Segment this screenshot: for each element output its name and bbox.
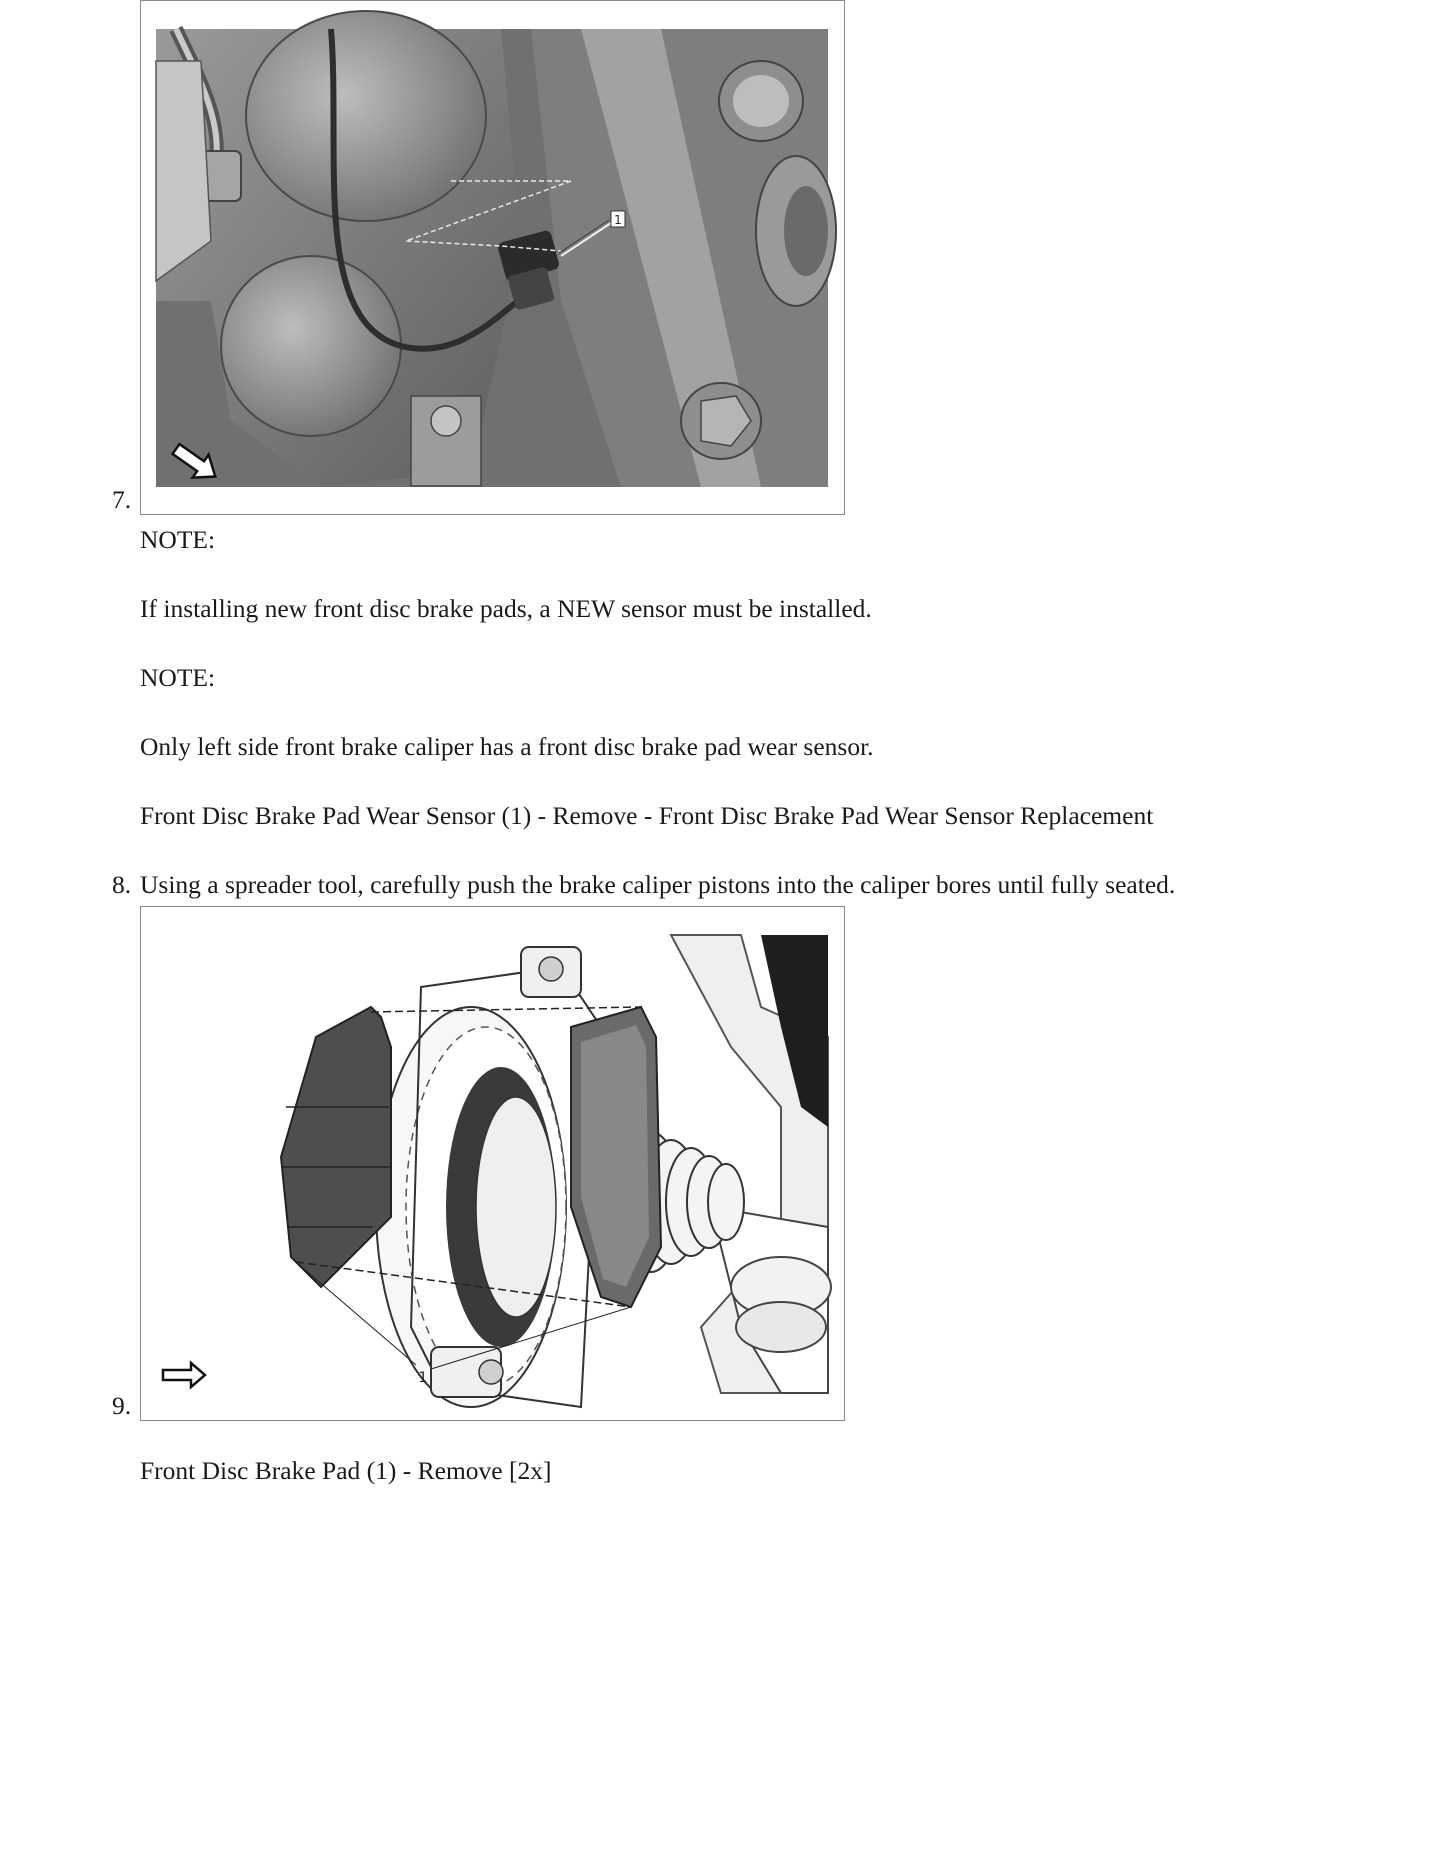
step-number: 8.	[112, 870, 132, 899]
callout-label: 1	[418, 1370, 428, 1386]
note-text: If installing new front disc brake pads, a NEW sensor must be installed.	[140, 594, 872, 623]
wear-sensor-drawing	[141, 1, 843, 513]
note-label: NOTE:	[140, 525, 216, 554]
note-text: Only left side front brake caliper has a front disc brake pad wear sensor.	[140, 732, 874, 761]
note-label: NOTE:	[140, 663, 216, 692]
brake-pad-drawing	[141, 907, 843, 1419]
step-number: 9.	[112, 1391, 132, 1420]
brake-pad-removal-illustration	[140, 906, 845, 1421]
instruction-text: Using a spreader tool, carefully push the brake caliper pistons into the caliper bores until fully seated.	[140, 870, 1176, 899]
instruction-text: Front Disc Brake Pad (1) - Remove [2x]	[140, 1456, 552, 1485]
instruction-text: Front Disc Brake Pad Wear Sensor (1) - Remove - Front Disc Brake Pad Wear Sensor Replacement	[140, 801, 1154, 830]
step-number: 7.	[112, 485, 132, 514]
brake-pad-wear-sensor-illustration	[140, 0, 845, 515]
callout-label: 1	[614, 213, 622, 227]
